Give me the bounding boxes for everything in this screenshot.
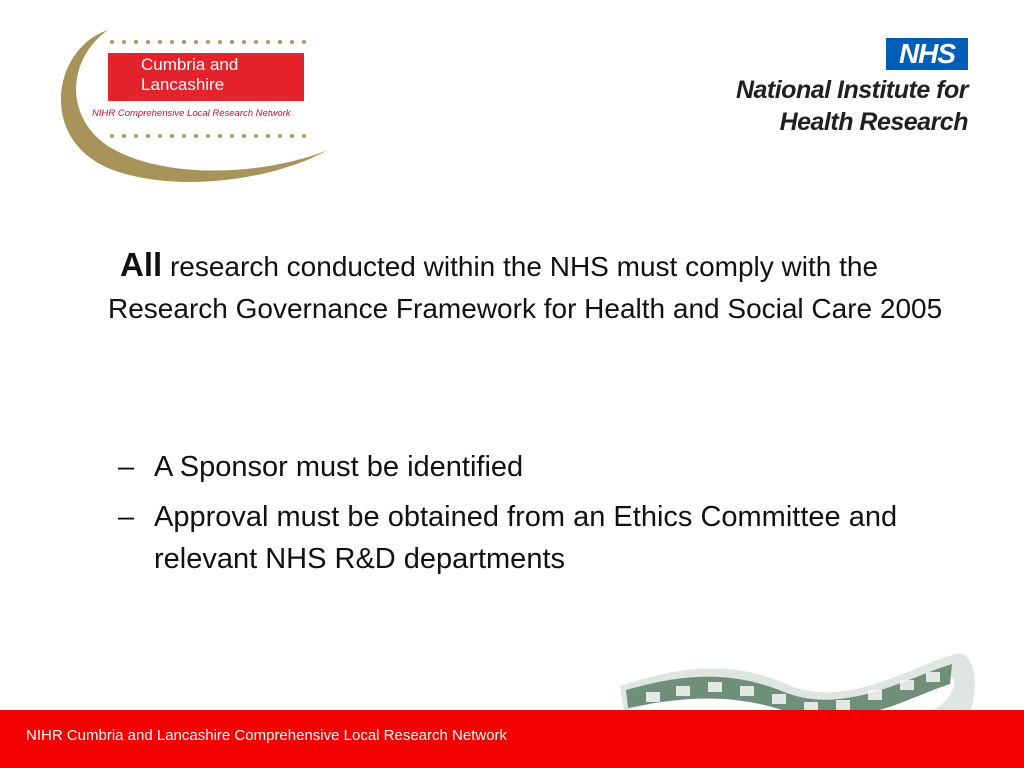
footer-bar: [0, 710, 1024, 768]
cumbria-lancashire-logo: [48, 28, 338, 188]
network-subtitle: NIHR Comprehensive Local Research Network: [92, 108, 291, 119]
nhs-badge: NHS: [886, 38, 968, 70]
list-item: [118, 496, 998, 580]
list-item: [118, 446, 998, 488]
bullet-text: A Sponsor must be identified: [154, 451, 524, 483]
nihr-title-line-2: Health Research: [779, 108, 968, 136]
badge-line-2: Lancashire: [141, 75, 225, 94]
main-statement: [108, 244, 948, 330]
nihr-title-line-1: National Institute for: [735, 76, 968, 104]
footer-text: NIHR Cumbria and Lancashire Comprehensive Local Research Network: [26, 727, 508, 744]
bullet-list: [118, 446, 998, 588]
cumbria-lancashire-badge: [108, 53, 304, 101]
lead-word: All: [120, 246, 163, 283]
statement-text: research conducted within the NHS must comply with the Research Governance Framework for Health and Social Care 2005: [108, 251, 943, 324]
badge-line-1: Cumbria and: [141, 55, 239, 74]
dash-bullet-icon: –: [118, 451, 135, 483]
dash-bullet-icon: –: [118, 501, 135, 533]
bullet-text: Approval must be obtained from an Ethics Committee and relevant NHS R&D departments: [154, 501, 898, 575]
nihr-logo: [678, 38, 968, 138]
